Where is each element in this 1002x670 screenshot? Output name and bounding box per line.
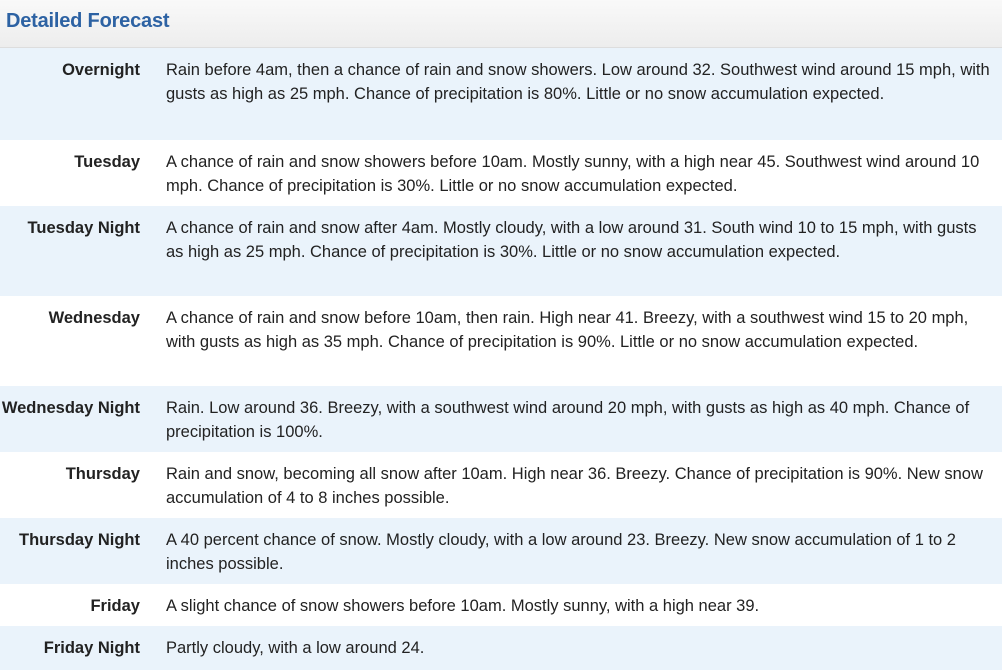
forecast-period: Friday Night: [43, 639, 140, 657]
forecast-row: [0, 518, 1002, 584]
forecast-row: [0, 140, 1002, 206]
forecast-text: Partly cloudy, with a low around 24.: [166, 639, 425, 657]
forecast-period: Wednesday Night: [1, 399, 140, 417]
forecast-text: A 40 percent chance of snow. Mostly cloudy, with a low around 23. Breezy. New snow accumulation of 1 to 2 inches possible.: [166, 531, 956, 573]
forecast-row: [0, 296, 1002, 386]
forecast-text: A chance of rain and snow showers before 10am. Mostly sunny, with a high near 45. Southwest wind around 10 mph. Chance of precipitation is 30%. Little or no snow accumulation expected.: [166, 153, 980, 195]
forecast-row: [0, 584, 1002, 626]
forecast-text: A chance of rain and snow after 4am. Mostly cloudy, with a low around 31. South wind 10 to 15 mph, with gusts as high as 25 mph. Chance of precipitation is 30%. Little or no snow accumulation expected.: [166, 219, 977, 261]
forecast-list: [0, 48, 1002, 670]
forecast-text: Rain before 4am, then a chance of rain and snow showers. Low around 32. Southwest wind around 15 mph, with gusts as high as 25 mph. Chance of precipitation is 80%. Little or no snow accumulation expected.: [166, 61, 990, 103]
forecast-period: Tuesday Night: [27, 219, 140, 237]
forecast-text: Rain and snow, becoming all snow after 10am. High near 36. Breezy. Chance of precipitation is 90%. New snow accumulation of 4 to 8 inches possible.: [166, 465, 983, 507]
forecast-text: A chance of rain and snow before 10am, then rain. High near 41. Breezy, with a southwest wind 15 to 20 mph, with gusts as high as 35 mph. Chance of precipitation is 90%. Little or no snow accumulation expected.: [166, 309, 969, 351]
forecast-row: [0, 626, 1002, 670]
forecast-period: Thursday: [65, 465, 140, 483]
forecast-period: Friday: [90, 597, 140, 615]
forecast-text: Rain. Low around 36. Breezy, with a southwest wind around 20 mph, with gusts as high as 40 mph. Chance of precipitation is 100%.: [166, 399, 970, 441]
forecast-period: Tuesday: [74, 153, 140, 171]
panel-header: [0, 0, 1002, 48]
forecast-text: A slight chance of snow showers before 10am. Mostly sunny, with a high near 39.: [166, 597, 760, 615]
forecast-period: Thursday Night: [18, 531, 140, 549]
forecast-row: [0, 206, 1002, 296]
forecast-period: Overnight: [62, 61, 140, 79]
forecast-row: [0, 48, 1002, 140]
forecast-row: [0, 452, 1002, 518]
panel-title: Detailed Forecast: [6, 10, 170, 32]
forecast-period: Wednesday: [48, 309, 140, 327]
forecast-row: [0, 386, 1002, 452]
